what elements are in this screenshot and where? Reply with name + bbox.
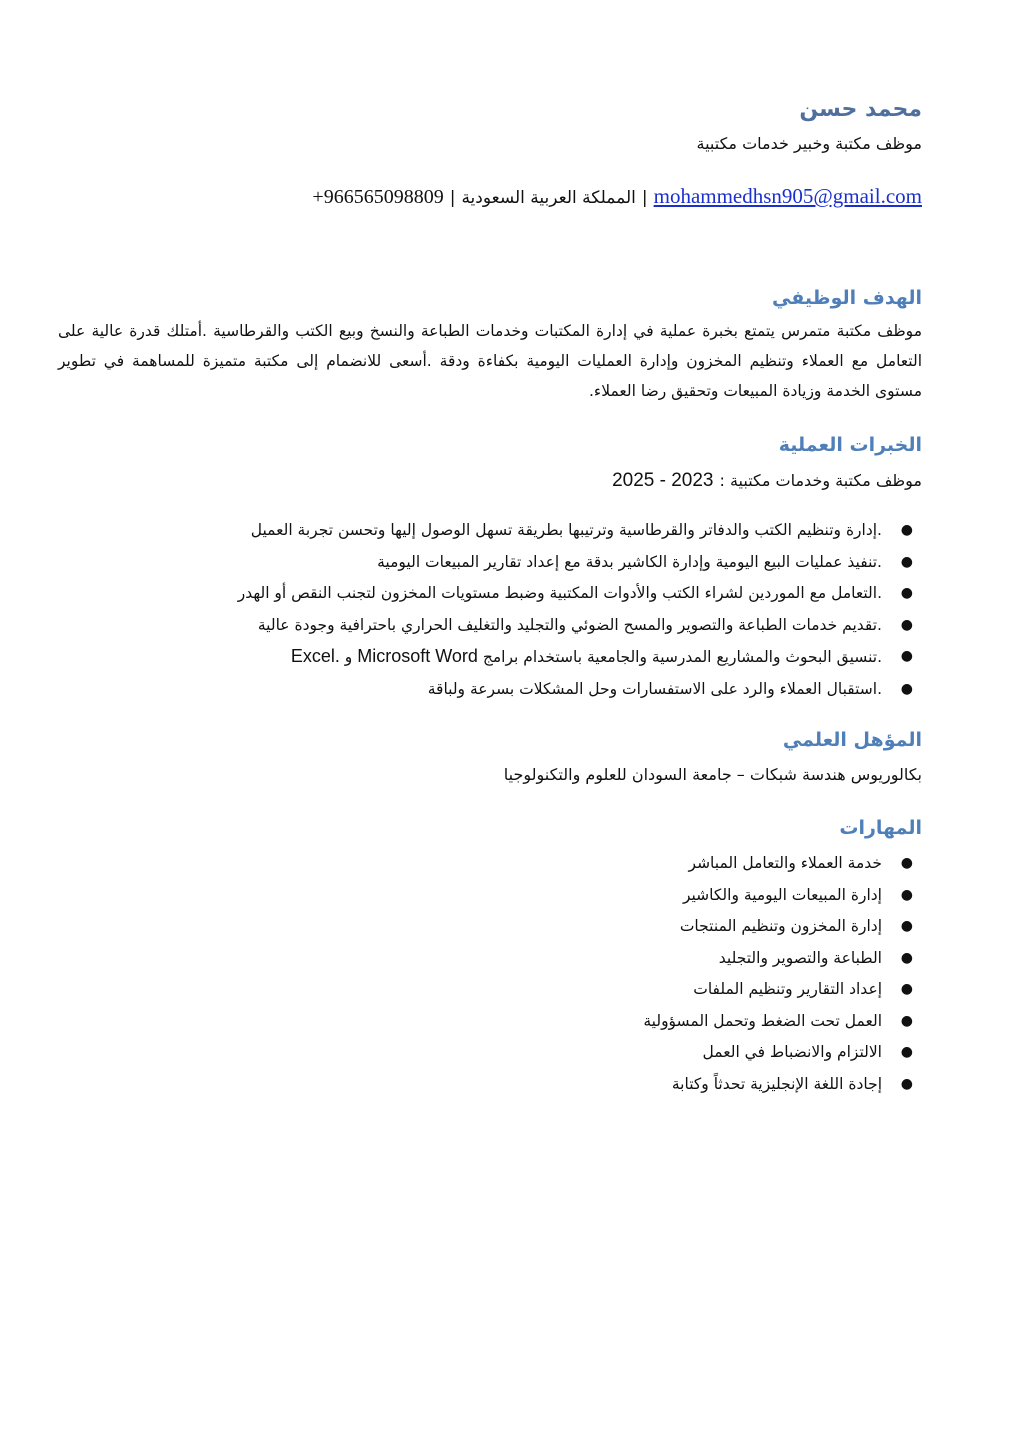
bullet-icon: ● — [900, 585, 913, 601]
list-item: ● .تنفيذ عمليات البيع اليومية وإدارة الكاشير بدقة مع إعداد تقارير المبيعات اليومية — [238, 547, 922, 579]
objective-paragraph: موظف مكتبة متمرس يتمتع بخبرة عملية في إدارة المكتبات وخدمات الطباعة والنسخ وبيع الكتب والقرطاسية .أمتلك قدرة عالية على التعامل مع العملاء وتنظيم المخزون وإدارة العمليات اليومية بكفاءة ودقة .أسعى للانضمام إلى مكتبة متميزة للمساهمة في تطوير مستوى الخدمة وزيادة المبيعات وتحقيق رضا العملاء. — [58, 322, 922, 400]
list-item: ● إجادة اللغة الإنجليزية تحدثاً وكتابة — [643, 1069, 922, 1101]
list-item: ● إعداد التقارير وتنظيم الملفات — [643, 974, 922, 1006]
list-item: ● .استقبال العملاء والرد على الاستفسارات وحل المشكلات بسرعة ولباقة — [238, 674, 922, 706]
job-title-line — [612, 468, 922, 494]
bullet-icon: ● — [900, 918, 913, 934]
list-item: ● .التعامل مع الموردين لشراء الكتب والأدوات المكتبية وضبط مستويات المخزون لتجنب النقص أو الهدر — [238, 578, 922, 610]
list-item: ● .إدارة وتنظيم الكتب والدفاتر والقرطاسية وترتيبها بطريقة تسهل الوصول إليها وتحسن تجربة العميل — [238, 515, 922, 547]
list-item: ● .تقديم خدمات الطباعة والتصوير والمسح الضوئي والتجليد والتغليف الحراري باحترافية وجودة عالية — [238, 610, 922, 642]
education-heading: المؤهل العلمي — [782, 729, 922, 751]
list-item: ● خدمة العملاء والتعامل المباشر — [643, 848, 922, 880]
skills-list — [643, 848, 922, 1100]
bullet-icon: ● — [900, 616, 913, 633]
education-text: بكالوريوس هندسة شبكات – جامعة السودان للعلوم والتكنولوجيا — [503, 765, 922, 784]
bullet-icon: ● — [900, 522, 913, 538]
contact-line — [312, 183, 922, 211]
list-item: ● العمل تحت الضغط وتحمل المسؤولية — [643, 1006, 922, 1038]
list-item: ● الالتزام والانضباط في العمل — [643, 1037, 922, 1069]
list-item: ● الطباعة والتصوير والتجليد — [643, 943, 922, 975]
list-item: ● .تنسيق البحوث والمشاريع المدرسية والجامعية باستخدام برامج Microsoft Word و Excel. — [238, 641, 922, 674]
candidate-subtitle: موظف مكتبة وخبير خدمات مكتبية — [696, 134, 922, 153]
email-link[interactable]: mohammedhsn905@gmail.com — [653, 184, 922, 208]
contact-separator: | — [449, 188, 456, 208]
bullet-icon: ● — [900, 648, 913, 664]
bullet-icon: ● — [900, 981, 913, 997]
candidate-name: محمد حسن — [799, 97, 922, 122]
location-text: المملكة العربية السعودية — [461, 188, 636, 208]
list-item: ● إدارة المخزون وتنظيم المنتجات — [643, 911, 922, 943]
objective-heading: الهدف الوظيفي — [772, 287, 922, 309]
bullet-icon: ● — [900, 680, 913, 697]
experience-heading: الخبرات العملية — [778, 434, 922, 456]
phone-text: +966565098809 — [312, 186, 444, 208]
job-title: موظف مكتبة وخدمات مكتبية : — [719, 471, 922, 490]
contact-separator: | — [641, 188, 648, 208]
bullet-icon: ● — [900, 949, 913, 966]
bullet-icon: ● — [900, 1075, 913, 1092]
bullet-icon: ● — [900, 553, 913, 570]
experience-list — [238, 515, 922, 705]
job-years: 2025 - 2023 — [612, 470, 714, 491]
bullet-icon: ● — [900, 886, 913, 903]
bullet-icon: ● — [900, 1012, 913, 1029]
list-item: ● إدارة المبيعات اليومية والكاشير — [643, 880, 922, 912]
bullet-icon: ● — [900, 1044, 913, 1060]
bullet-icon: ● — [900, 855, 913, 871]
skills-heading: المهارات — [839, 817, 922, 839]
resume-page — [58, 0, 922, 1450]
